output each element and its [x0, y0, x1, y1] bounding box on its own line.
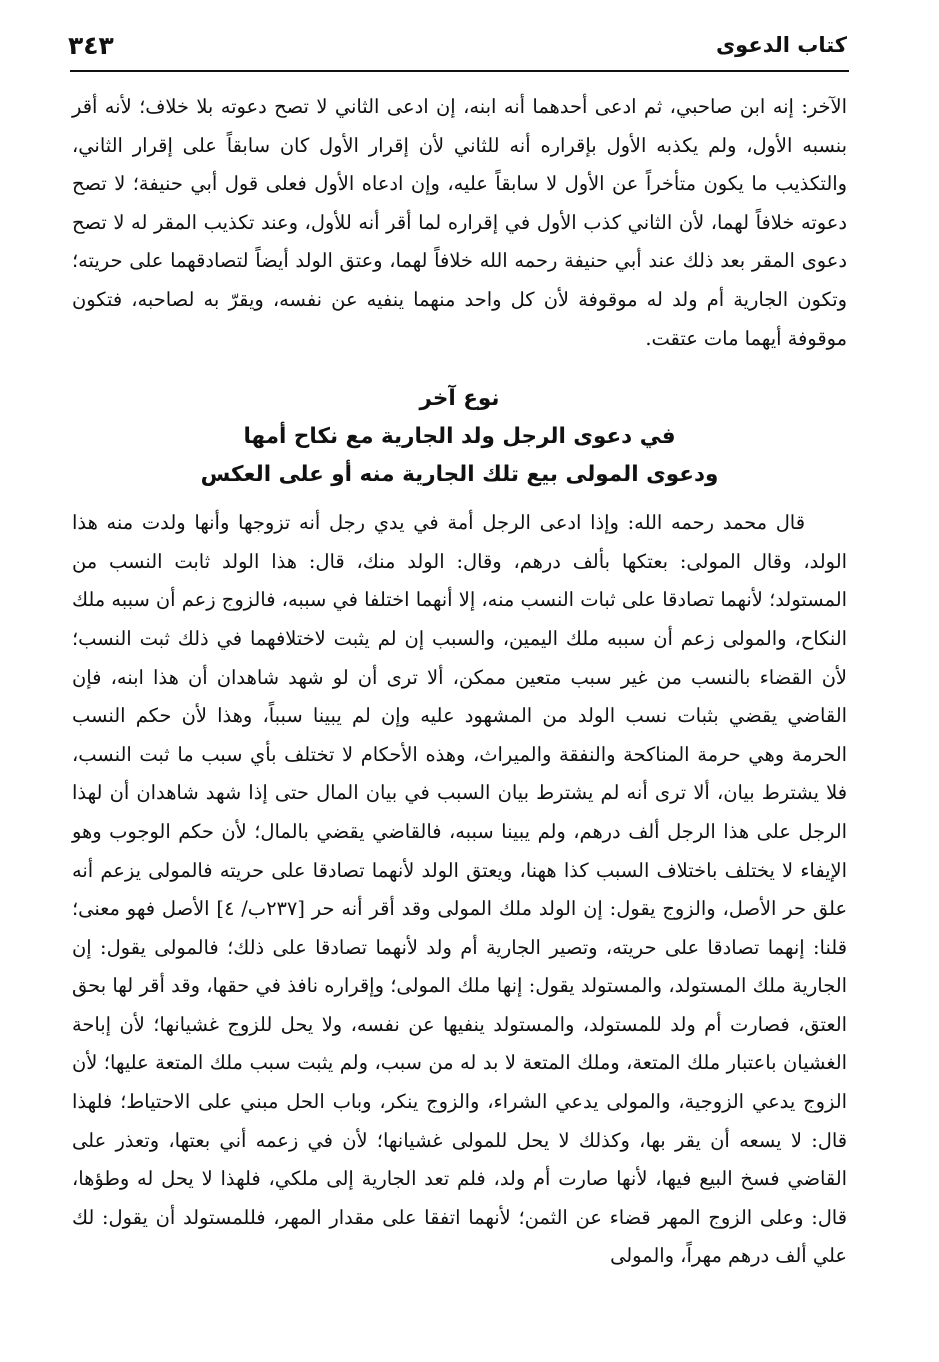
- page-number: ٣٤٣: [68, 30, 114, 60]
- section-heading-line-2: في دعوى الرجل ولد الجارية مع نكاح أمها: [243, 424, 676, 450]
- section-heading-line-1: نوع آخر: [419, 386, 500, 412]
- paragraph-body: قال محمد رحمه الله: وإذا ادعى الرجل أمة في يدي رجل أنه تزوجها وأنها ولدت منه هذا الولد، وقال المولى: بعتكها بألف درهم، وقال: الولد منك، قال: هذا الولد ثابت النسب من المستولد؛ لأنهما تصادقا على ثبات النسب منه، إلا أنهما اختلفا في سببه، فالزوج زعم أن سببه ملك النكاح، والمولى زعم أن سببه ملك اليمين، والسبب إن لم يثبت لاختلافهما في ذلك ثبت النسب؛ لأن القضاء بالنسب من غير سبب متعين ممكن، ألا ترى أن لو شهد شاهدان أن هذا ابنه، فإن القاضي يقضي بثبات نسب الولد من المشهود عليه وإن لم يبينا سبباً، وهذا لأن حكم النسب الحرمة وهي حرمة المناكحة والنفقة والميراث، وهذه الأحكام لا تختلف بأي سبب ما ثبت النسب، فلا يشترط بيان، ألا ترى أنه لم يشترط بيان السبب في بيان المال حتى إذا شهد شاهدان أن لهذا الرجل على هذا الرجل ألف درهم، ولم يبينا سببه، فالقاضي يقضي بالمال؛ لأن حكم الوجوب وهو الإيفاء لا يختلف باختلاف السبب كذا ههنا، ويعتق الولد لأنهما تصادقا على حريته فالمولى يزعم أنه علق حر الأصل، والزوج يقول: إن الولد ملك المولى وقد أقر أنه حر [٢٣٧ب/ ٤] الأصل فهو معنى؛ قلنا: إنهما تصادقا على حريته، وتصير الجارية أم ولد لأنهما تصادقا على ذلك؛ فالمولى يقول: إن الجارية ملك المستولد، والمستولد يقول: إنها ملك المولى؛ وإقراره نافذ في حقها، وقد أقر لها بحق العتق، فصارت أم ولد للمستولد، والمستولد ينفيها عن نفسه، ولا يحل للزوج غشيانها؛ لأن إباحة الغشيان باعتبار ملك المتعة، وملك المتعة لا بد له من سبب، ولم يثبت سبب ملك المتعة عليها؛ لأن الزوج يدعي الزوجية، والمولى يدعي الشراء، والزوج ينكر، وباب الحل مبني على الاحتياط؛ فلهذا قال: لا يسعه أن يقر بها، وكذلك لا يحل للمولى غشيانها؛ لأن في زعمه أني بعتها، وتعذر على القاضي فسخ البيع فيها، لأنها صارت أم ولد، فلم تعد الجارية إلى ملكي، فلهذا لا يحل له وطؤها، قال: وعلى الزوج المهر قضاء عن الثمن؛ لأنهما اتفقا على مقدار المهر، فللمستولد أن يقول: لك علي ألف درهم مهراً، والمولى: [72, 511, 848, 1268]
- section-heading: [72, 380, 847, 494]
- section-heading-line-3: ودعوى المولى بيع تلك الجارية منه أو على العكس: [200, 462, 719, 488]
- page-header: [68, 22, 847, 68]
- page-body: [72, 88, 847, 1276]
- paragraph-continuation: الآخر: إنه ابن صاحبي، ثم ادعى أحدهما أنه ابنه، إن ادعى الثاني لا تصح دعوته بلا خلاف؛ لأنه أقر بنسبه الأول، ولم يكذبه الأول بإقراره أنه للثاني لأن إقرار الأول كان سابقاً على إقرار الثاني، والتكذيب ما يكون متأخراً عن الأول لا سابقاً عليه، وإن ادعاه الأول فعلى قول أبي حنيفة؛ لا تصح دعوته خلافاً لهما، لأن الثاني كذب الأول في إقراره لما أقر أنه للأول، وعند تكذيب المقر له لا تصح دعوى المقر بعد ذلك عند أبي حنيفة رحمه الله خلافاً لهما، وعتق الولد أيضاً لتصادقهما على حريته؛ وتكون الجارية أم ولد له موقوفة لأن كل واحد منهما ينفيه عن نفسه، ويقرّ به لصاحبه، فتكون موقوفة أيهما مات عتقت.: [72, 95, 847, 350]
- running-title: كتاب الدعوى: [715, 33, 847, 57]
- header-rule: [70, 70, 849, 72]
